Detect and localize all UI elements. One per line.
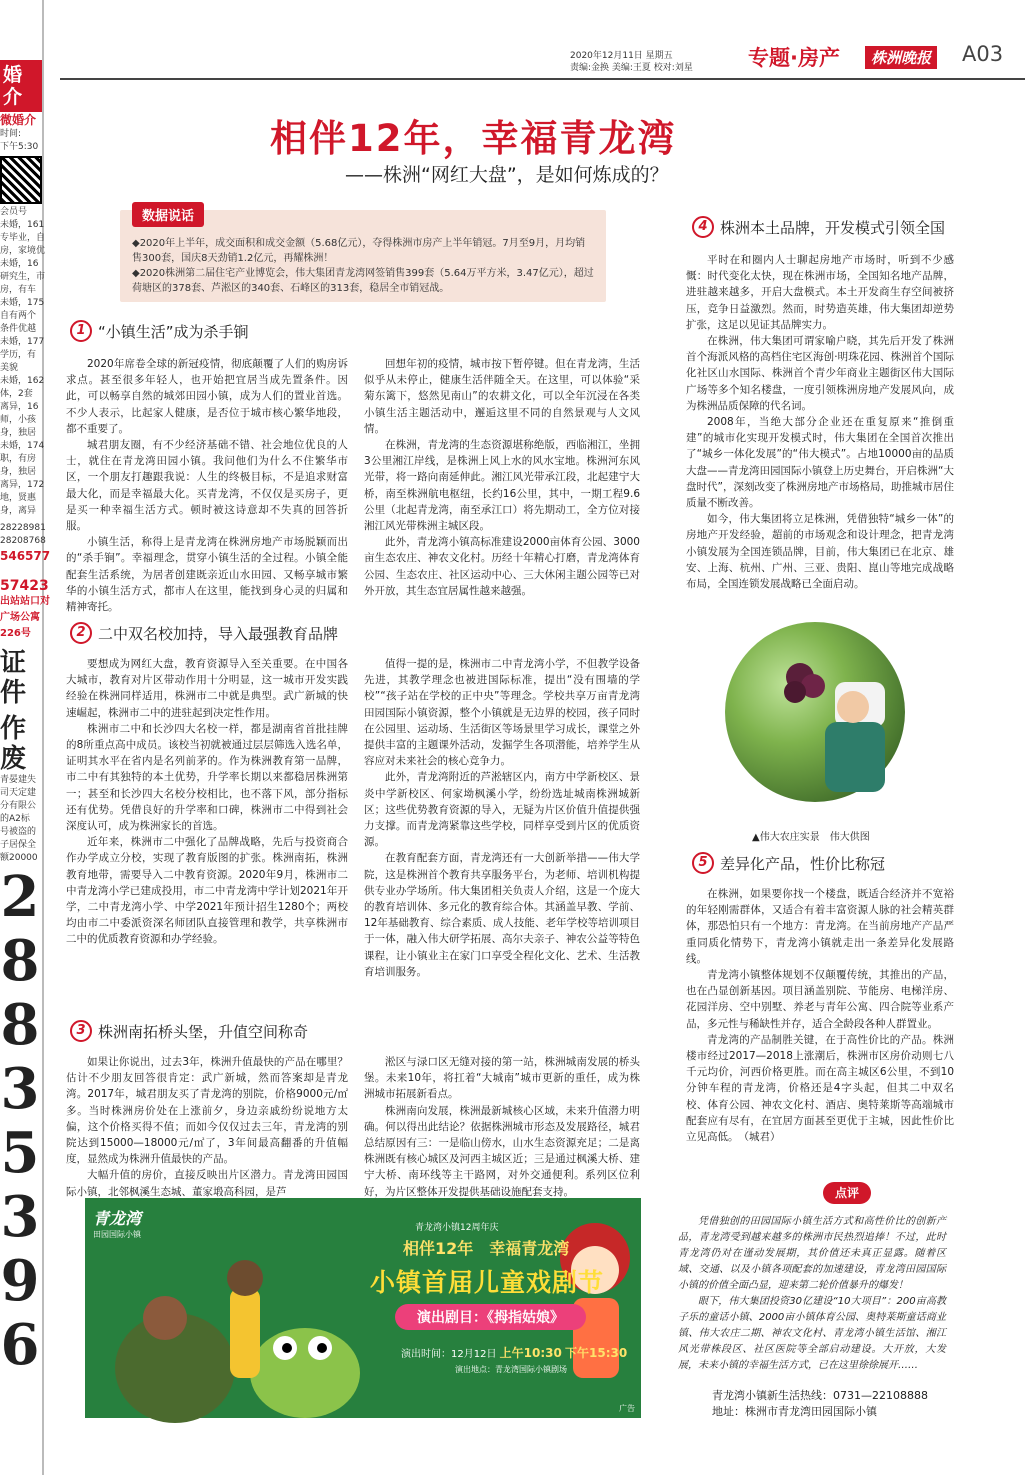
ad-top-text: 青龙湾小镇12周年庆 [415,1223,499,1233]
section4-text [686,252,954,612]
paragraph: 如果让你说出，过去3年，株洲升值最快的产品在哪里？估计不少朋友回答很肯定：武广新城，然而答案却是青龙湾。2017年，城君朋友买了青龙湾的别院，价格9000元/㎡多。当时株洲房价处在上涨前夕，身边亲戚纷纷说地方太偏，这个价格买得不值；而如今仅仅过去三年，青龙湾的别院达到15000—18000元/㎡了，3年间最高翻番的升值幅度，显然成为株洲升值最快的产品。 [66,1056,348,1166]
comment-para: 眼下，伟大集团投资30亿建设“10大项目”：200亩高教子乐的童话小镇、2000亩小镇体育公园、奥特莱斯童话商业镇、伟大农庄二期、神农文化村、青龙湾小镇生活馆、湘江风光带株段区、社区医院等全部启动建设。大开放，大发展，未来小镇的幸福生活方式，已在这里徐徐展开…… [678,1296,946,1371]
hotline-phone: 青龙湾小镇新生活热线：0731—22108888 [712,1389,928,1402]
strip-line: 房，有车 [0,285,37,295]
comment-label: 点评 [823,1182,871,1204]
strip-lines [0,206,46,518]
strip-line: 自有两个 [0,311,37,321]
section1-col1 [66,356,348,614]
ad-play: 演出剧目：《拇指姑娘》 [395,1304,586,1330]
strip-name: 微婚介 [0,113,37,127]
section-heading-text: “小镇生活”成为杀手锏 [98,322,249,341]
paragraph: 要想成为网红大盘，教育资源导入至关重要。在中国各大城市，教育对片区带动作用十分明显，这一城市开发实践经验在株洲同样适用，株洲市二中就是典型。武广新城的快速崛起，株洲市二中的进驻起到决定性作用。 [66,658,348,719]
hotline-info [712,1388,928,1420]
data-box [120,210,606,302]
section1-col2 [364,356,640,610]
section5-text [686,886,954,1176]
paragraph: 在株洲，如果要你找一个楼盘，既适合经济并不宽裕的年轻刚需群体，又适合有着丰富资源人脉的社会精英群体，那恐怕只有一个地方：青龙湾。在当前房地产产品严重同质化情势下，青龙湾小镇就走出一条差异化发展路线。 [686,888,954,965]
data-box-label: 数据说话 [132,202,204,227]
page-header [60,38,1025,80]
section2-col2 [364,656,640,1016]
section-heading-text: 差异化产品，性价比称冠 [720,854,886,873]
ad-time-2: 下午15:30 [565,1346,628,1360]
section-number-badge: 1 [70,320,92,342]
comment-box [678,1182,946,1374]
article-subtitle: ——株洲“网红大盘”，是如何炼成的？ [345,164,669,186]
section-heading-4 [692,216,945,238]
section-heading-5 [692,852,885,874]
paragraph: 此外，青龙湾小镇高标准建设2000亩体育公园、3000亩生态农庄、神农文化村。历经十年精心打磨，青龙湾体育公园、生态农庄、社区运动中心、三大休闲主题公园等已对外开放，其生态宜居属性越来越强。 [364,536,640,597]
strip-line: 身，离异 [0,506,37,516]
page-number: A03 [962,42,1004,66]
adjacent-page-strip [0,0,51,1475]
strip-ad: 广场公寓 [0,612,40,623]
strip-line: 职，有房 [0,454,37,464]
article-title: 相伴12年，幸福青龙湾 [270,117,677,160]
photo-illustration [725,622,905,802]
strip-phone [0,865,40,1377]
strip-phone-digit: 3 [0,1056,40,1122]
paragraph: 株洲市二中和长沙四大名校一样，都是湖南省首批挂牌的8所重点高中成员。该校当初就被通过层层筛选入选名单，证明其水平在省内是名列前茅的。作为株洲教育第一品牌，市二中有其独特的本土优势，升学率长期以来都稳居株洲第一；甚至和长沙四大名校分校相比，也不落下风，部分指标还有优势。凭借良好的升学率和口碑，株洲市二中得到社会深度认可，成为株洲家长的首选。 [66,722,348,833]
section-heading-1 [70,320,249,342]
strip-line: 未婚，161 [0,220,45,230]
strip-heading: 证件 [0,648,27,708]
strip-line: 师，小孩 [0,415,37,425]
section-name: 专题·房产 [748,46,840,70]
strip-notice-line: 子居保全 [0,840,37,850]
paragraph: 小镇生活，称得上是青龙湾在株洲房地产市场脱颖而出的“杀手锏”。幸福理念，贯穿小镇生活的全过程。小镇全能配套生活系统，为居者创建既亲近山水田园、又畅享城市繁华的小镇生活方式，都市人在这里，能找到身心灵的归属和精神寄托。 [66,536,348,614]
strip-phone-digit: 6 [0,1312,40,1378]
paragraph: 此外，青龙湾附近的芦淞辖区内，南方中学新校区、景炎中学新校区、何家坳枫溪小学，纷纷选址城南株洲城新区；这些优势教育资源的导入，无疑为片区价值升值提供强力支撑。而青龙湾紧靠这些学校，同样享受到片区的优质资源。 [364,771,640,849]
paragraph: 2008年，当绝大部分企业还在重复原来“推倒重建”的城市化实现开发模式时，伟大集团在全国首次推出了“城乡一体化发展”的“伟大模式”。占地10000亩的品质大盘——青龙湾田园国际小镇登上历史舞台，开启株洲“大盘时代”，深刻改变了株洲房地产市场格局，助推城市居住质量不断改善。 [686,416,954,510]
ad-slogan: 相伴12年 幸福青龙湾 [403,1239,570,1258]
strip-line: 美貌 [0,363,19,373]
strip-time: 下午5:30 [0,142,39,152]
strip-line: 未婚，174 [0,441,45,451]
paragraph: 如今，伟大集团将立足株洲，凭借独特“城乡一体”的房地产开发经验，超前的市场观念和设计理念，把青龙湾小镇发展为全国连锁品牌，目前，伟大集团已在北京、雄安、上海、杭州、广州、三亚、贵阳、崑山等地完成战略布局，全国连锁发展战略已全面启动。 [686,513,954,591]
strip-phone-digit: 2 [0,864,40,930]
section-heading-text: 株洲南拓桥头堡，升值空间称奇 [98,1022,309,1041]
strip-notice-line: 青晏建失 [0,775,37,785]
strip-tel: 546577 [0,549,51,563]
data-box-line: ◆2020年上半年，成交面积和成交金额（5.68亿元），夺得株洲市房产上半年销冠。7月至9月，月均销售300套，国庆8天劲销1.2亿元，再耀株洲！ [132,238,586,264]
strip-line: 未婚，175 [0,298,45,308]
strip-heading: 作废 [0,714,27,774]
paragraph: 近年来，株洲市二中强化了品牌战略，先后与投资商合作办学成立分校，实现了教育版图的扩张。株洲南拓，株洲教育地带，需要导入二中教育资源。2020年9月，株洲市二中青龙湾小学已建成投用，市二中青龙湾中学计划2021年开学，二中青龙湾小学、中学2021年预计招生1280个；两校均由市二中委派资深名师团队直接管理和教学，共享株洲市二中的优质教育资源和办学经验。 [66,836,348,946]
comment-para: 凭借独创的田园国际小镇生活方式和高性价比的创新产品，青龙湾受到越来越多的株洲市民热烈追捧！不过，此时青龙湾仍对在谨动发展期，其价值还未真正显露。随着区域、交通、以及小镇各项配套的加速建设，青龙湾田园国际小镇的价值全面凸显，迎来第二轮价值暴升的爆发！ [678,1216,946,1291]
section-heading-2 [70,622,338,644]
strip-phone-digit: 5 [0,1120,40,1186]
grape-farm-photo [725,622,905,802]
paragraph: 回想年初的疫情，城市按下暂停键。但在青龙湾，生活似乎从未停止，健康生活伴随全天。在这里，可以体验“采菊东篱下，悠然见南山”的农耕文化，可以全年沉浸在各类小镇生活主题活动中，邂逅这里不同的自然景观与人文风情。 [364,358,640,435]
ad-time-label: 演出时间：12月12日 [401,1349,497,1360]
ad-time-1: 上午10:30 [499,1346,562,1360]
strip-line: 体，2套 [0,389,33,399]
strip-notice [0,774,42,865]
strip-phone-digit: 9 [0,1248,40,1314]
hotline-address: 地址：株洲市青龙湾田园国际小镇 [712,1405,877,1418]
comment-text [678,1214,946,1374]
strip-phone-digit: 3 [0,1184,40,1250]
ad-label: 广告 [619,1404,635,1413]
strip-line: 专毕业，自 [0,233,46,243]
header-date: 2020年12月11日 星期五 [570,51,673,61]
strip-line: 未婚，162 [0,376,45,386]
strip-line: 身，独居 [0,467,37,477]
strip-notice-line: 额20000 [0,853,38,863]
paragraph: 在株洲，青龙湾的生态资源堪称绝版，西临湘江，坐拥3公里湘江岸线，是株洲上风上水的风水宝地。株洲河东风光带，将一路向南延伸此。湘江风光带承江段，北起建宁大桥，南至株洲航电枢纽，长约16公里，其中，一期工程9.6公里（北起青龙湾，南至承江口）将先期动工，全方位对接湘江风光带株洲主城区段。 [364,439,640,533]
strip-tel: 57423 [0,578,49,594]
section2-col1 [66,656,348,1016]
strip-line: 会员号 [0,207,28,217]
strip-notice-line: 号被盗的 [0,827,37,837]
header-meta [570,50,693,74]
strip-line: 学历，有 [0,350,37,360]
qr-code-icon [2,158,40,202]
paragraph: 株洲南向发展，株洲最新城核心区域，未来升值潜力明确。何以得出此结论？依据株洲城市形态及发展路径，城君总结原因有三：一是临山傍水，山水生态资源充足；二是离株洲既有核心城区及河西主城区近；三是通过枫溪大桥、建宁大桥、南环线等主干路网，对外交通便利。系列区位利好，为片区整体开发提供基础设施配套支持。 [364,1104,640,1198]
header-editors: 责编:金换 美编:王夏 校对:刘星 [570,63,693,73]
strip-line: 未婚，16 [0,259,39,269]
data-box-line: ◆2020株洲第二届住宅产业博览会，伟大集团青龙湾网签销售399套（5.64万平方米，3.47亿元），超过荷塘区的378套、芦淞区的340套、石峰区的313套，稳居全市销冠战。 [132,268,594,294]
paragraph: 大幅升值的房价，直接反映出片区潜力。青龙湾田园国际小镇，北邻枫溪生态城、董家塅高科园，是芦 [66,1169,348,1198]
strip-line: 离异，16 [0,402,39,412]
section-number-badge: 5 [692,852,714,874]
ad-logo-text: 青龙湾 [93,1209,142,1228]
paragraph: 淞区与渌口区无缝对接的第一站，株洲城南发展的桥头堡。未来10年，将扛着“大城南”城市更新的重任，成为株洲城市拓展新看点。 [364,1056,640,1101]
strip-line: 地，贤惠 [0,493,37,503]
paragraph: 值得一提的是，株洲市二中青龙湾小学，不但教学设备先进，其教学理念也被进国际标准，提出“没有围墙的学校”“孩子站在学校的正中央”等理念。学校共享万亩青龙湾田园国际小镇资源，整个小镇就是无边界的校园，孩子同时在公园里、运动场、生活街区等场景里学习成长，课堂之外提供丰富的主题课外活动，发掘学生各项潜能，培养学生从容应对未来社会的核心竞争力。 [364,658,640,768]
paragraph: 在株洲，伟大集团可谓家喻户晓，其先后开发了株洲首个海派风格的高档住宅区海创·明珠花园、株洲首个国际化社区山水国际、株洲首个青少年商业主题街区伟大国际广场等多个知名楼盘，一度引领株洲房地产发展风向，成为株洲品质保障的代名词。 [686,335,954,412]
strip-phone-digit: 8 [0,992,40,1058]
ad-place: 演出地点：青龙湾国际小镇剧场 [455,1365,567,1374]
paragraph: 青龙湾的产品制胜关键，在于高性价比的产品。株洲楼市经过2017—2018上涨潮后，株洲市区房价动则七八千元均价，河西价格更胜。而在高主城区6公里，不到10分钟车程的青龙湾，价格还是4字头起，但其二中双名校、体育公园、神农文化村、酒店、奥特莱斯等高端城市配套应有尽有，在宜居方面甚至更优于主城，因此性价比立见高低。 （城君） [686,1033,954,1144]
data-box-text [132,236,594,296]
strip-line: 房，家境优 [0,246,46,256]
ad-main-title: 小镇首届儿童戏剧节 [370,1268,605,1297]
section-heading-text: 株洲本土品牌，开发模式引领全国 [720,218,946,237]
section3-col1 [66,1054,348,1198]
strip-line: 研究生，市 [0,272,46,282]
matchmaking-tag: 婚介 [0,60,42,112]
ad-logo-sub: 田园国际小镇 [93,1230,141,1239]
paragraph: 青龙湾小镇整体规划不仅颠覆传统，其推出的产品，也在凸显创新基因。项目涵盖别院、节能房、电梯洋房、花园洋房、空中别墅、养老与青年公寓、四合院等业系产品，多元性与稀缺性并存，适合全龄段各种人群置业。 [686,969,954,1030]
strip-time: 时间: [0,129,22,139]
section-heading-3 [70,1020,308,1042]
strip-ad: 226号 [0,628,31,639]
section-number-badge: 4 [692,216,714,238]
paragraph: 在教育配套方面，青龙湾还有一大创新举措——伟大学院，这是株洲首个教育共享服务平台，为老师、培训机构提供专业办学场所。伟大集团相关负责人介绍，这是一个庞大的教育培训体、多元化的教育综合体。其涵盖早教、学前、12年基础教育、综合素质、成人技能、老年学校等培训项目于一体，融入伟大研学拓展、高尔夫亲子、神农公益等特色课程，让小镇业主在家门口享受全程化文化、艺术、生活教育培训服务。 [364,852,640,978]
strip-notice-line: 司天定建 [0,788,37,798]
strip-tel: 28228981 [0,523,46,533]
strip-tel: 28208768 [0,536,46,546]
brand-logo: 株洲晚报 [865,46,937,69]
ad-time [401,1344,627,1361]
strip-ad: 出站站口对 [0,596,50,607]
strip-line: 身，独居 [0,428,37,438]
strip-notice-line: 分有限公 [0,801,37,811]
section-number-badge: 2 [70,622,92,644]
event-advertisement [85,1198,641,1418]
cartoon-characters-image [105,1198,365,1418]
section3-col2 [364,1054,640,1198]
strip-line: 未婚，177 [0,337,45,347]
paragraph: 平时在和圈内人士聊起房地产市场时，听到不少感慨：时代变化太快，现在株洲市场，全国知名地产品牌，进驻越来越多，开启大盘模式。本土开发商生存空间被挤压，竞争日益激烈。然而，时势造英雄，伟大集团却逆势扩张，这足以见证其品牌实力。 [686,254,954,331]
strip-notice-line: 的A2标 [0,814,30,824]
paragraph: 城君朋友圈，有不少经济基础不错、社会地位优良的人士，就住在青龙湾田园小镇。我问他们为什么不住繁华市区，一个朋友打趣跟我说：人生的终极目标，不是追求财富最大化，而是幸福最大化。买青龙湾，不仅仅是买房子，更是买一种幸福生活方式。顿时被这诗意却不失真的回答折服。 [66,439,348,533]
strip-phone-digit: 8 [0,928,40,994]
photo-caption: ▲伟大农庄实景 伟大供图 [752,832,870,843]
section-number-badge: 3 [70,1020,92,1042]
strip-line: 离异，172 [0,480,45,490]
section-heading-text: 二中双名校加持，导入最强教育品牌 [98,624,339,643]
strip-line: 条件优越 [0,324,37,334]
paragraph: 2020年席卷全球的新冠疫情，彻底颠覆了人们的购房诉求点。甚至很多年轻人，也开始把宜居当成先置条件。因此，可以畅享自然的城郊田园小镇，成为人们的置业首选。不少人表示，比起家人健康，是否位于城市核心繁华地段，都不重要了。 [66,358,348,435]
